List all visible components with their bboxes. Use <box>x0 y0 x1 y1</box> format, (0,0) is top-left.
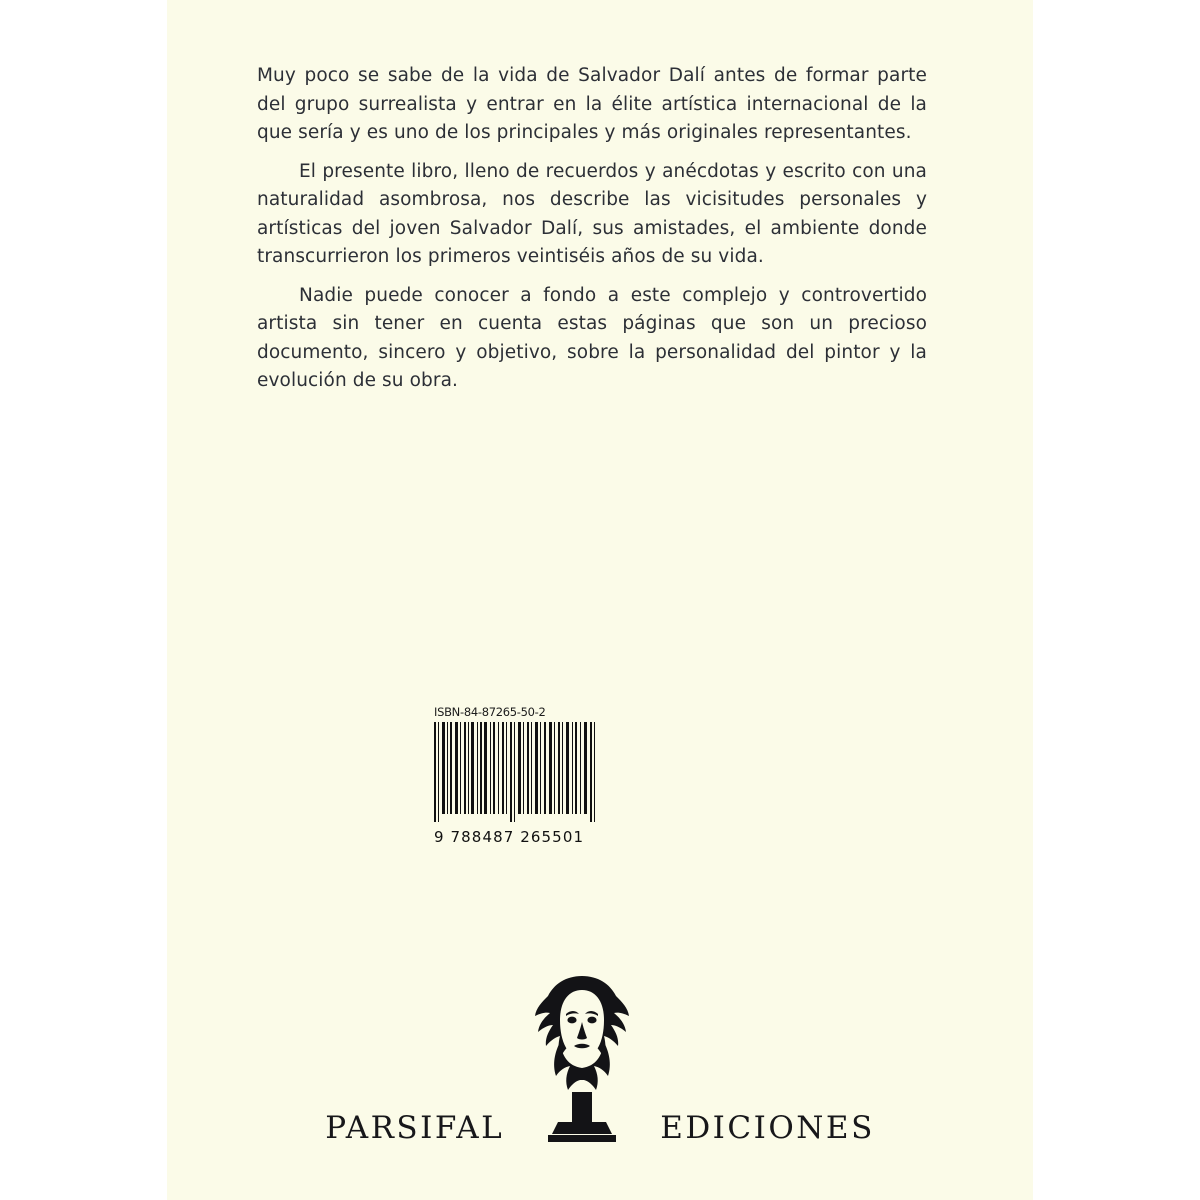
parsifal-head-logo-icon <box>522 972 642 1152</box>
isbn-block <box>434 705 599 846</box>
publisher-name-left: PARSIFAL <box>325 1110 505 1146</box>
barcode-icon <box>434 722 597 822</box>
blurb-paragraph-1: Muy poco se sabe de la vida de Salvador Dalí antes de formar parte del grupo surrealista y entrar en la élite artística internacional de la que sería y es uno de los principales y más originales representantes. <box>257 65 927 143</box>
blurb-paragraph-3: Nadie puede conocer a fondo a este complejo y controvertido artista sin tener en cuenta estas páginas que son un precioso documento, sincero y objetivo, sobre la personalidad del pintor y la evolución de su obra. <box>257 284 927 391</box>
book-cover-surface <box>167 0 1033 1200</box>
blurb-paragraph-2: El presente libro, lleno de recuerdos y anécdotas y escrito con una naturalidad asombrosa, nos describe las vicisitudes personales y artísticas del joven Salvador Dalí, sus amistades, el ambiente donde transcurrieron los primeros veintiséis años de su vida. <box>257 160 927 267</box>
barcode-digits: 9 788487 265501 <box>434 828 585 846</box>
publisher-imprint <box>167 972 1033 1152</box>
publisher-name-right: EDICIONES <box>660 1110 875 1146</box>
isbn-label: ISBN-84-87265-50-2 <box>434 705 546 719</box>
blurb-text <box>257 62 927 400</box>
